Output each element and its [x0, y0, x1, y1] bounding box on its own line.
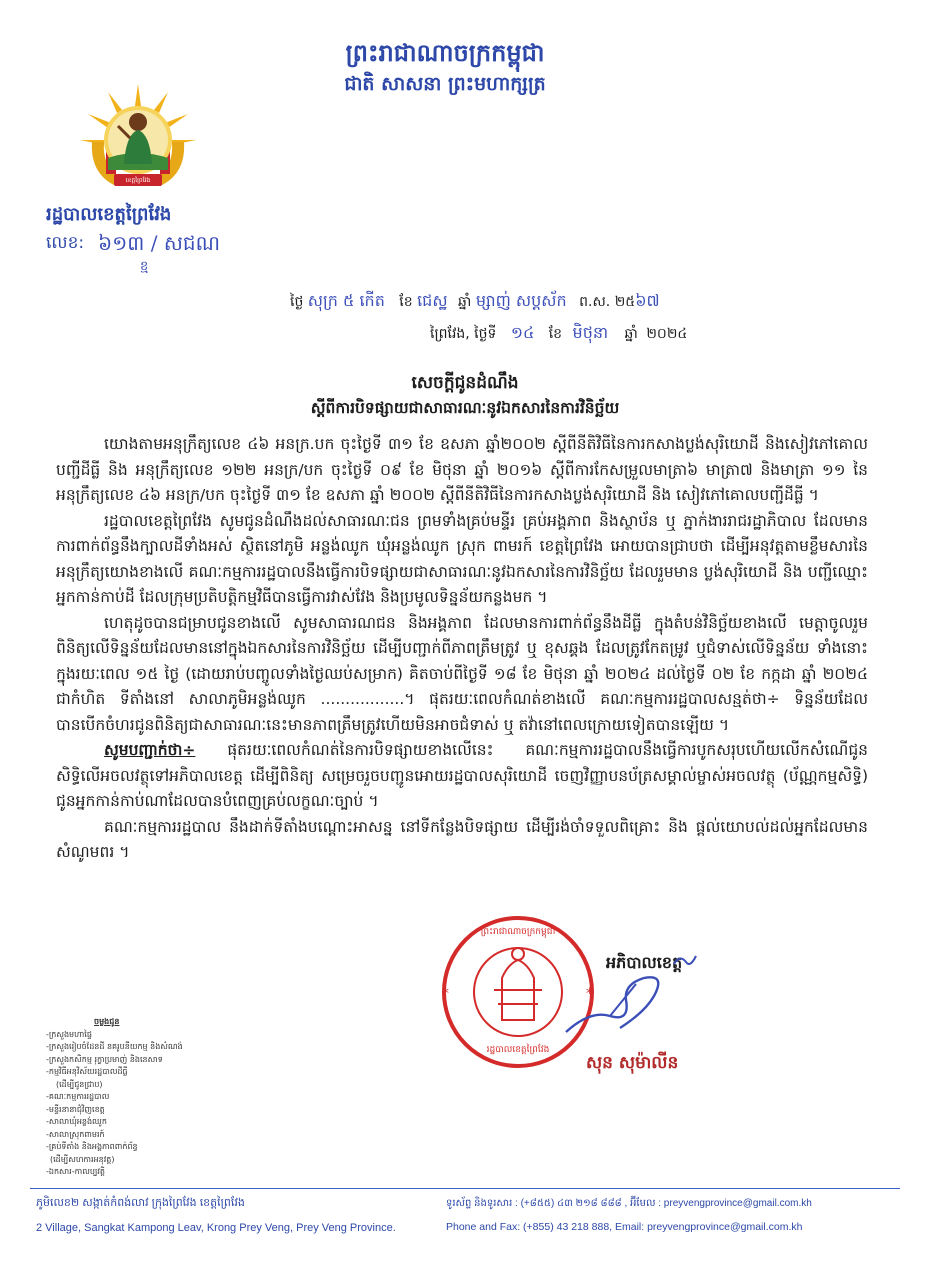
signatory-name: សុន សុម៉ាលីន	[586, 1053, 679, 1073]
notice-body	[56, 432, 868, 866]
cc-item: -ក្រសួងមហាផ្ទៃ	[46, 1029, 92, 1039]
lunar-date-line	[290, 290, 810, 316]
cc-heading: ចម្លងជូន	[94, 1017, 120, 1026]
note-lead: សូមបញ្ជាក់ថា÷	[104, 741, 196, 759]
kingdom-title: ព្រះរាជាណាចក្រកម្ពុជា	[345, 39, 545, 67]
cc-item: -មន្ទីរនានាជុំវិញខេត្ត	[46, 1104, 105, 1114]
footer-address	[36, 1196, 456, 1246]
body-paragraph-3: ហេតុដូចបានជម្រាបជូនខាងលើ សូមសាធារណជន និងអង្គភាព ដែលមានការពាក់ព័ន្ធនឹងដីធ្លី ក្នុងតំបន់វិនិច្ឆ័យខាងលើ មេត្តាចូលរួមពិនិត្យលើទិន្នន័យដែលមាននៅក្នុងឯកសារនៃការវិនិច្ឆ័យ ដើម្បីបញ្ជាក់ពីភាពត្រឹមត្រូវ ឬ ខុសឆ្គង ដែលត្រូវកែតម្រូវ ឬជំទាស់លើទិន្នន័យ ទាំងនោះ ក្នុងរយៈពេល ១៥ ថ្ងៃ (ដោយរាប់បញ្ចូលទាំងថ្ងៃឈប់សម្រាក) គិតចាប់ពីថ្ងៃទី ១៨ ខែ មិថុនា ឆ្នាំ ២០២៤ ដល់ថ្ងៃទី ០២ ខែ កក្កដា ឆ្នាំ ២០២៤ ជាកំហិត ទីតាំងនៅ សាលាភូមិអន្លង់ឈូក .................។ ផុតរយៈពេលកំណត់ខាងលើ គណៈកម្មការរដ្ឋបាលសន្មត់ថា÷ ទិន្នន័យដែលបានបើកចំហរជូនពិនិត្យជាសាធារណៈនេះមានភាពត្រឹមត្រូវហើយមិនអាចជំទាស់ ឬ តវ៉ានៅពេលក្រោយទៀតបានឡើយ ។	[56, 613, 868, 734]
lunar-year: ម្សាញ់ សប្តស័ក	[475, 291, 567, 310]
solar-year-label: ឆ្នាំ	[624, 326, 638, 342]
cc-item: -សាលាឃុំអន្លង់ឈូក	[46, 1117, 107, 1126]
logo-caption: ខេត្តព្រៃវែង	[125, 177, 151, 184]
body-paragraph-5: គណៈកម្មការរដ្ឋបាល នឹងដាក់ទីតាំងបណ្តោះអាសន្ន នៅទីកន្លែងបិទផ្សាយ ដើម្បីរង់ចាំទទួលពិគ្រោះ និង ផ្តល់យោបល់ដល់អ្នកដែលមានសំណូមពរ ។	[56, 817, 868, 861]
note-text: ផុតរយៈពេលកំណត់នៃការបិទផ្សាយខាងលើនេះ គណៈកម្មការរដ្ឋបាលនឹងធ្វើការបូកសរុបហើយលើកសំណើជូនសិទ្ធិលើអចលវត្ថុទៅអភិបាលខេត្ត ដើម្បីពិនិត្យ សម្រេចរួចបញ្ជូនអោយរដ្ឋបាលសុរិយោដី ចេញវិញ្ញាបនប័ត្រសម្គាល់ម្ចាស់អចលវត្ថុ (ប័ណ្ណកម្មសិទ្ធិ) ជូនអ្នកកាន់កាប់ណាដែលបានបំពេញគ្រប់លក្ខណៈច្បាប់ ។	[56, 741, 868, 810]
era-label: ព.ស. ២៥	[579, 294, 636, 310]
contact-kh: ទូរស័ព្ទ និងទូរសារ : (+៨៥៥) ៤៣ ២១៨ ៨៨៨ , អ៊ីមែល : preyvengprovince@gmail.com.kh	[446, 1198, 812, 1209]
cc-item: (ដើម្បីជូនជ្រាប)	[56, 1079, 103, 1089]
solar-date-line	[430, 322, 810, 348]
solar-month: មិថុនា	[572, 323, 609, 342]
footer-contact	[446, 1196, 906, 1246]
solar-day: ១៤	[510, 323, 535, 342]
address-kh: ភូមិលេខ២ សង្កាត់កំពង់លាវ ក្រុងព្រៃវែង ខេត្តព្រៃវែង	[36, 1197, 245, 1209]
reference-sub: ខ្ម	[140, 259, 149, 274]
svg-text:*: *	[442, 986, 449, 1002]
solar-prefix: ព្រៃវែង, ថ្ងៃទី	[430, 326, 497, 342]
reference-number: ៦១៣ / សជណ	[98, 231, 220, 255]
solar-month-label: ខែ	[548, 326, 563, 342]
body-paragraph-1: យោងតាមអនុក្រឹត្យលេខ ៤៦ អនក្រ.បក ចុះថ្ងៃទី ៣១ ខែ ឧសភា ឆ្នាំ២០០២ ស្តីពីនីតិវិធីនៃការកសាងប្លង់សុរិយោដី និងសៀវភៅគោលបញ្ជីដីធ្លី និង អនុក្រឹត្យលេខ ១២២ អនក្រ/បក ចុះថ្ងៃទី ០៩ ខែ មិថុនា ឆ្នាំ ២០១៦ ស្តីពីការកែសម្រួលមាត្រា៦ មាត្រា៧ និងមាត្រា ១១ នៃអនុក្រឹត្យលេខ ៤៦ អនក្រ/បក ចុះថ្ងៃទី ៣១ ខែ ឧសភា ឆ្នាំ ២០០២ ស្តីពីនីតិវិធីនៃការកសាងប្លង់សុរិយោដី និង សៀវភៅគោលបញ្ជីដីធ្លី ។	[56, 435, 868, 504]
cc-item: -គណៈកម្មការរដ្ឋបាល	[46, 1092, 110, 1101]
cc-item: (ដើម្បីសហការអនុវត្ត)	[50, 1154, 115, 1164]
handwritten-signature	[560, 970, 680, 1040]
reference-label: លេខ:	[46, 233, 85, 253]
signatory-title: អភិបាលខេត្ត	[606, 953, 683, 972]
lunar-month-label: ខែ	[399, 294, 413, 310]
seal-bottom-text: រដ្ឋបាលខេត្តព្រៃវែង	[486, 1045, 550, 1055]
national-motto: ជាតិ សាសនា ព្រះមហាក្សត្រ	[344, 73, 546, 95]
issuer-name: រដ្ឋបាលខេត្តព្រៃវែង	[46, 204, 172, 225]
contact-en: Phone and Fax: (+855) 43 218 888, Email: preyvengprovince@gmail.com.kh	[446, 1221, 803, 1233]
era-value: ៦៧	[635, 291, 660, 310]
lunar-prefix: ថ្ងៃ	[290, 294, 304, 310]
cc-item: -គ្រប់ទីតាំង និងអង្គភាពពាក់ព័ន្ធ	[46, 1142, 138, 1151]
cc-item: -កម្មវិធីអនុវិស័យរដ្ឋបាលដីធ្លី	[46, 1067, 128, 1076]
lunar-day: សុក្រ ៥ កើត	[307, 291, 385, 310]
body-paragraph-4	[56, 738, 868, 815]
body-paragraph-2: រដ្ឋបាលខេត្តព្រៃវែង សូមជូនដំណឹងដល់សាធារណៈជន ព្រមទាំងគ្រប់មន្ទីរ គ្រប់អង្គភាព និងស្ថាប័ន ឬ ភ្នាក់ងាររាជរដ្ឋាភិបាល ដែលមានការពាក់ព័ន្ធនឹងក្បាលដីទាំងអស់ ស្ថិតនៅភូមិ អន្លង់ឈូក ឃុំអន្លង់ឈូក ស្រុក ពាមរក៍ ខេត្តព្រៃវែង អោយបានជ្រាបថា ដើម្បីអនុវត្តតាមខ្លឹមសារនៃអនុក្រឹត្យយោងខាងលើ គណៈកម្មការរដ្ឋបាលនឹងធ្វើការបិទផ្សាយជាសាធារណៈនូវឯកសារនៃការវិនិច្ឆ័យ ដែលរួមមាន ប្លង់សុរិយោដី និង បញ្ជីឈ្មោះអ្នកកាន់កាប់ដី ដែលក្រុមប្រតិបត្តិកម្មវិធីបានធ្វើការវាស់វែង និងប្រមូលទិន្នន័យកន្លងមក ។	[56, 511, 868, 606]
solar-year: ២០២៤	[646, 326, 688, 342]
svg-text:*: *	[586, 986, 593, 1002]
notice-subject: ស្តីពីការបិទផ្សាយជាសាធារណៈនូវឯកសារនៃការវិនិច្ឆ័យ	[310, 399, 620, 417]
cc-list	[46, 1016, 246, 1179]
address-en: 2 Village, Sangkat Kampong Leav, Krong Prey Veng, Prey Veng Province.	[36, 1222, 396, 1234]
lunar-year-label: ឆ្នាំ	[458, 294, 472, 310]
initial-mark	[670, 950, 700, 970]
footer-divider	[30, 1188, 900, 1189]
seal-top-text: ព្រះរាជាណាចក្រកម្ពុជា	[480, 927, 556, 937]
cc-item: -ឯកសារ-កាលប្បវត្តិ	[46, 1167, 105, 1176]
cc-item: -សាលាស្រុកពាមរក៍	[46, 1129, 105, 1139]
notice-title: សេចក្តីជូនដំណឹង	[411, 373, 519, 393]
provincial-logo	[78, 78, 198, 196]
lunar-month: ជេស្ឋ	[417, 291, 448, 310]
cc-item: -ក្រសួងរៀបចំដែនដី នគរូបនីយកម្ម និងសំណង់	[46, 1042, 183, 1051]
cc-item: -ក្រសួងកសិកម្ម រុក្ខាប្រមាញ់ និងនេសាទ	[46, 1054, 163, 1064]
